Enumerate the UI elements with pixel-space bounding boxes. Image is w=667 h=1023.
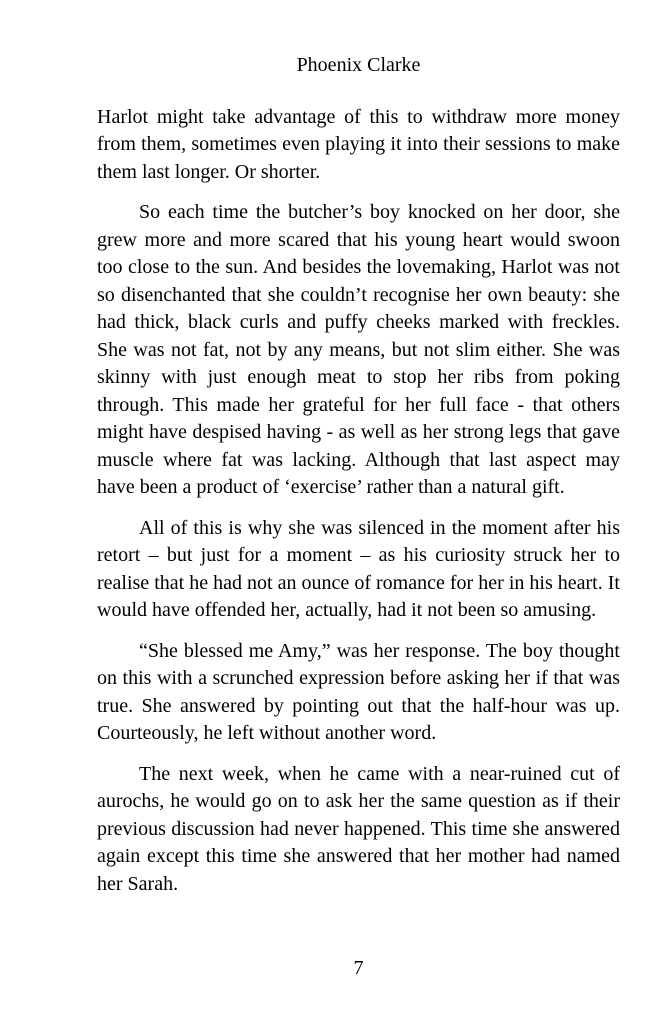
body-paragraph-1: Harlot might take advantage of this to withdraw more money from them, sometimes even playing it into their sessions to make them last longer. Or shorter. bbox=[97, 105, 620, 183]
running-header-author: Phoenix Clarke bbox=[296, 54, 421, 76]
text-block bbox=[97, 52, 620, 911]
page-number: 7 bbox=[353, 957, 364, 979]
body-paragraph-2: So each time the butcher’s boy knocked on her door, she grew more and more scared that his young heart would swoon too close to the sun. And besides the lovemaking, Harlot was not so disenchanted that she couldn’t recognise her own beauty: she had thick, black curls and puffy cheeks marked with freckles. She was not fat, not by any means, but not slim either. She was skinny with just enough meat to stop her ribs from poking through. This made her grateful for her full face - that others might have despised having - as well as her strong legs that gave muscle where fat was lacking. Although that last aspect may have been a product of ‘exercise’ rather than a natural gift. bbox=[97, 201, 620, 498]
body-paragraph-4: “She blessed me Amy,” was her response. The boy thought on this with a scrunched expression before asking her if that was true. She answered by pointing out that the half-hour was up. Courteously, he left without another word. bbox=[97, 639, 620, 744]
body-paragraph-5: The next week, when he came with a near-ruined cut of aurochs, he would go on to ask her the same question as if their previous discussion had never happened. This time she answered again except this time she answered that her mother had named her Sarah. bbox=[97, 762, 620, 895]
body-paragraph-3: All of this is why she was silenced in the moment after his retort – but just for a moment – as his curiosity struck her to realise that he had not an ounce of romance for her in his heart. It would have offended her, actually, had it not been so amusing. bbox=[97, 516, 620, 621]
